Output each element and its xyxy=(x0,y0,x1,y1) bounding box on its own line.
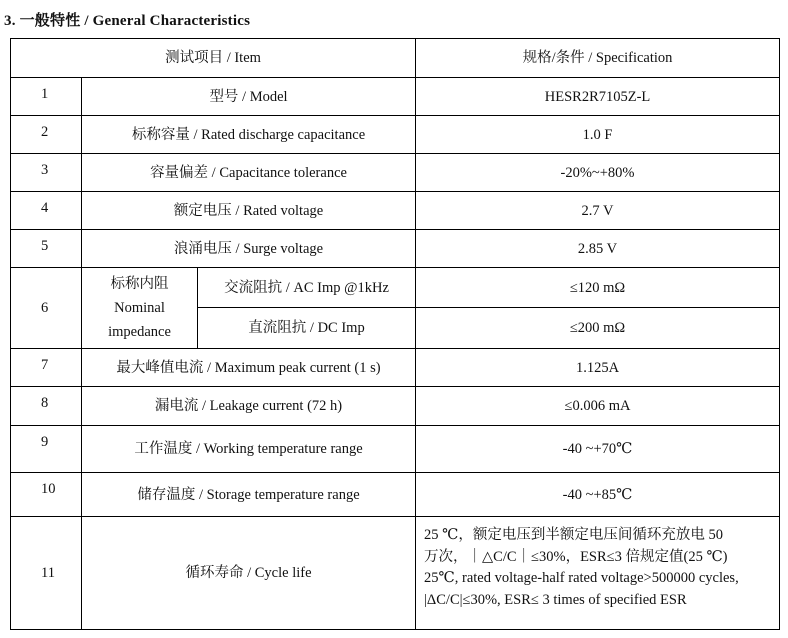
row-spec: 1.0 F xyxy=(416,116,780,154)
row-number: 5 xyxy=(11,230,82,268)
row-number: 2 xyxy=(11,116,82,154)
table-row xyxy=(11,192,780,230)
table-row xyxy=(11,154,780,192)
table-row xyxy=(11,78,780,116)
spec-line: 25 ℃，额定电压到半额定电压间循环充放电 50 xyxy=(424,527,723,543)
row-item: 工作温度 / Working temperature range xyxy=(82,426,416,473)
table-row xyxy=(11,116,780,154)
row-spec: ≤200 mΩ xyxy=(416,308,780,349)
row-spec: ≤0.006 mA xyxy=(416,387,780,426)
group-label-cn: 标称内阻 xyxy=(110,276,169,292)
row-number: 7 xyxy=(11,349,82,387)
table-row xyxy=(11,426,780,473)
table-row xyxy=(11,387,780,426)
section-heading: 3. 一般特性 / General Characteristics xyxy=(4,13,251,29)
table-row xyxy=(11,473,780,517)
row-spec: ≤120 mΩ xyxy=(416,268,780,308)
group-label-en-2: impedance xyxy=(108,324,171,340)
row-number: 11 xyxy=(11,517,82,630)
table-row xyxy=(11,230,780,268)
row-number: 3 xyxy=(11,154,82,192)
cycle-life-spec xyxy=(416,517,780,630)
table-row xyxy=(11,268,780,308)
row-item: 容量偏差 / Capacitance tolerance xyxy=(82,154,416,192)
row-item: 额定电压 / Rated voltage xyxy=(82,192,416,230)
table-row xyxy=(11,517,780,630)
row-item: 标称容量 / Rated discharge capacitance xyxy=(82,116,416,154)
row-item: 型号 / Model xyxy=(82,78,416,116)
row-number: 8 xyxy=(11,387,82,426)
spec-line: |ΔC/C|≤30%, ESR≤ 3 times of specified ESR xyxy=(424,591,687,608)
header-item: 测试项目 / Item xyxy=(11,39,416,78)
row-item: 直流阻抗 / DC Imp xyxy=(198,308,416,349)
characteristics-table xyxy=(10,38,780,630)
group-label-en-1: Nominal xyxy=(114,300,165,316)
header-spec: 规格/条件 / Specification xyxy=(416,39,780,78)
row-number: 6 xyxy=(11,268,82,349)
row-item: 储存温度 / Storage temperature range xyxy=(82,473,416,517)
row-number: 10 xyxy=(11,473,82,517)
row-item: 最大峰值电流 / Maximum peak current (1 s) xyxy=(82,349,416,387)
table-header-row xyxy=(11,39,780,78)
row-item: 浪涌电压 / Surge voltage xyxy=(82,230,416,268)
spec-line: 万次，｜△C/C｜≤30%，ESR≤3 倍规定值(25 ℃) xyxy=(424,548,728,565)
row-item: 漏电流 / Leakage current (72 h) xyxy=(82,387,416,426)
row-item: 交流阻抗 / AC Imp @1kHz xyxy=(198,268,416,308)
row-spec: -40 ~+85℃ xyxy=(416,473,780,517)
row-spec: -20%~+80% xyxy=(416,154,780,192)
row-spec: 2.7 V xyxy=(416,192,780,230)
row-spec: HESR2R7105Z-L xyxy=(416,78,780,116)
row-number: 4 xyxy=(11,192,82,230)
row-number: 9 xyxy=(11,426,82,473)
nominal-impedance-group xyxy=(82,268,198,349)
table-row xyxy=(11,349,780,387)
row-spec: -40 ~+70℃ xyxy=(416,426,780,473)
row-item: 循环寿命 / Cycle life xyxy=(82,517,416,630)
row-number: 1 xyxy=(11,78,82,116)
row-spec: 1.125A xyxy=(416,349,780,387)
spec-line: 25℃, rated voltage-half rated voltage>500000 cycles, xyxy=(424,570,739,586)
row-spec: 2.85 V xyxy=(416,230,780,268)
